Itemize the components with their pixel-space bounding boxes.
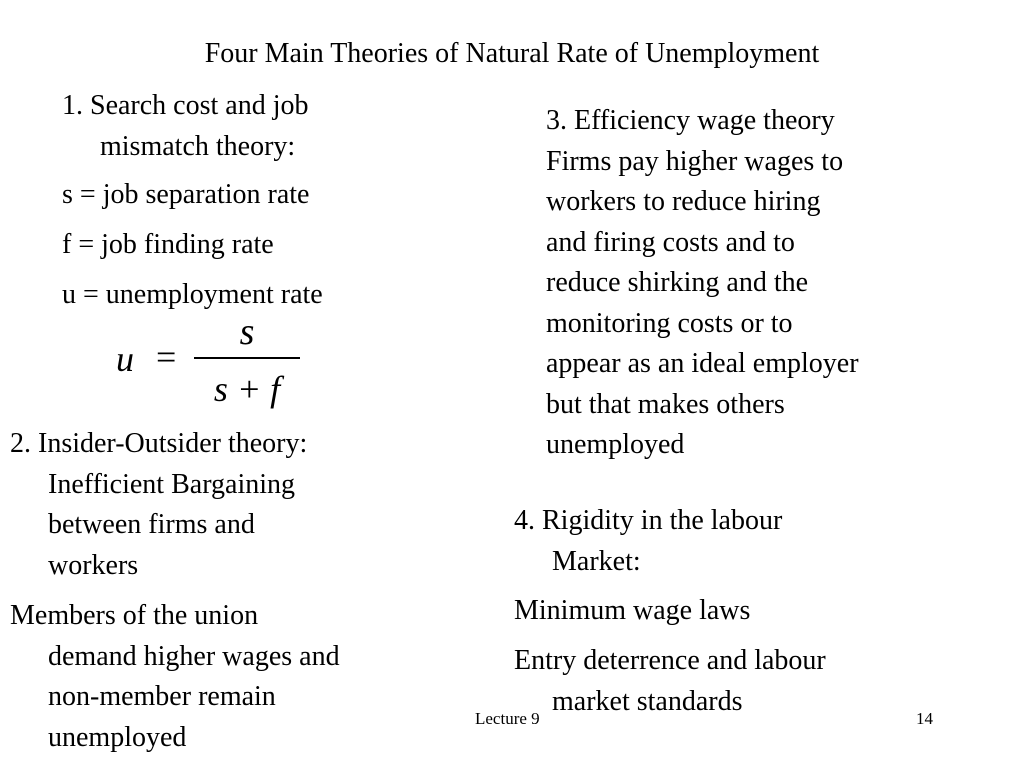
footer-lecture-label: Lecture 9 [475, 709, 540, 728]
search-theory-heading [62, 86, 309, 167]
search-theory-heading-line1: 1. Search cost and job [62, 90, 309, 121]
efficiency-line-2: Firms pay higher wages to [546, 145, 844, 177]
efficiency-wage-text [546, 101, 859, 466]
formula-equals: = [156, 337, 177, 377]
rigidity-item2-line2: market standards [552, 685, 743, 717]
rigidity-item-entry-deterrence [514, 641, 826, 722]
definition-f: f = job finding rate [62, 229, 274, 260]
definition-s: s = job separation rate [62, 179, 310, 210]
efficiency-line-8: but that makes others [546, 388, 785, 420]
formula-denominator: s + f [213, 369, 281, 409]
efficiency-line-7: appear as an ideal employer [546, 348, 859, 379]
insider-outsider-line2: Inefficient Bargaining [48, 468, 295, 500]
rigidity-heading [514, 501, 782, 582]
union-line2: demand higher wages and [48, 640, 340, 672]
formula-lhs: u [116, 339, 134, 379]
rigidity-item-minimum-wage: Minimum wage laws [514, 595, 751, 626]
insider-outsider-heading [10, 424, 307, 586]
rigidity-heading-line2: Market: [552, 545, 641, 577]
efficiency-line-1: 3. Efficiency wage theory [546, 105, 835, 136]
slide-title: Four Main Theories of Natural Rate of Unemployment [204, 38, 820, 69]
insider-outsider-line1: 2. Insider-Outsider theory: [10, 428, 308, 459]
union-line1: Members of the union [10, 600, 259, 631]
search-theory-heading-line2: mismatch theory: [100, 130, 296, 162]
unemployment-rate-formula [108, 312, 308, 417]
efficiency-line-9: unemployed [546, 429, 685, 460]
efficiency-line-5: reduce shirking and the [546, 267, 809, 298]
efficiency-line-3: workers to reduce hiring [546, 186, 821, 217]
insider-outsider-line4: workers [48, 549, 139, 581]
definition-u: u = unemployment rate [62, 279, 323, 310]
formula-fraction-bar [194, 357, 300, 359]
formula-numerator: s [239, 311, 255, 353]
efficiency-line-4: and firing costs and to [546, 226, 795, 258]
union-line3: non-member remain [48, 681, 276, 712]
footer-page-number: 14 [916, 709, 933, 728]
insider-outsider-line3: between firms and [48, 509, 255, 540]
rigidity-heading-line1: 4. Rigidity in the labour [514, 505, 783, 536]
efficiency-line-6: monitoring costs or to [546, 307, 793, 339]
union-members-text [10, 596, 340, 758]
union-line4: unemployed [48, 721, 187, 753]
rigidity-item2-line1: Entry deterrence and labour [514, 645, 826, 676]
